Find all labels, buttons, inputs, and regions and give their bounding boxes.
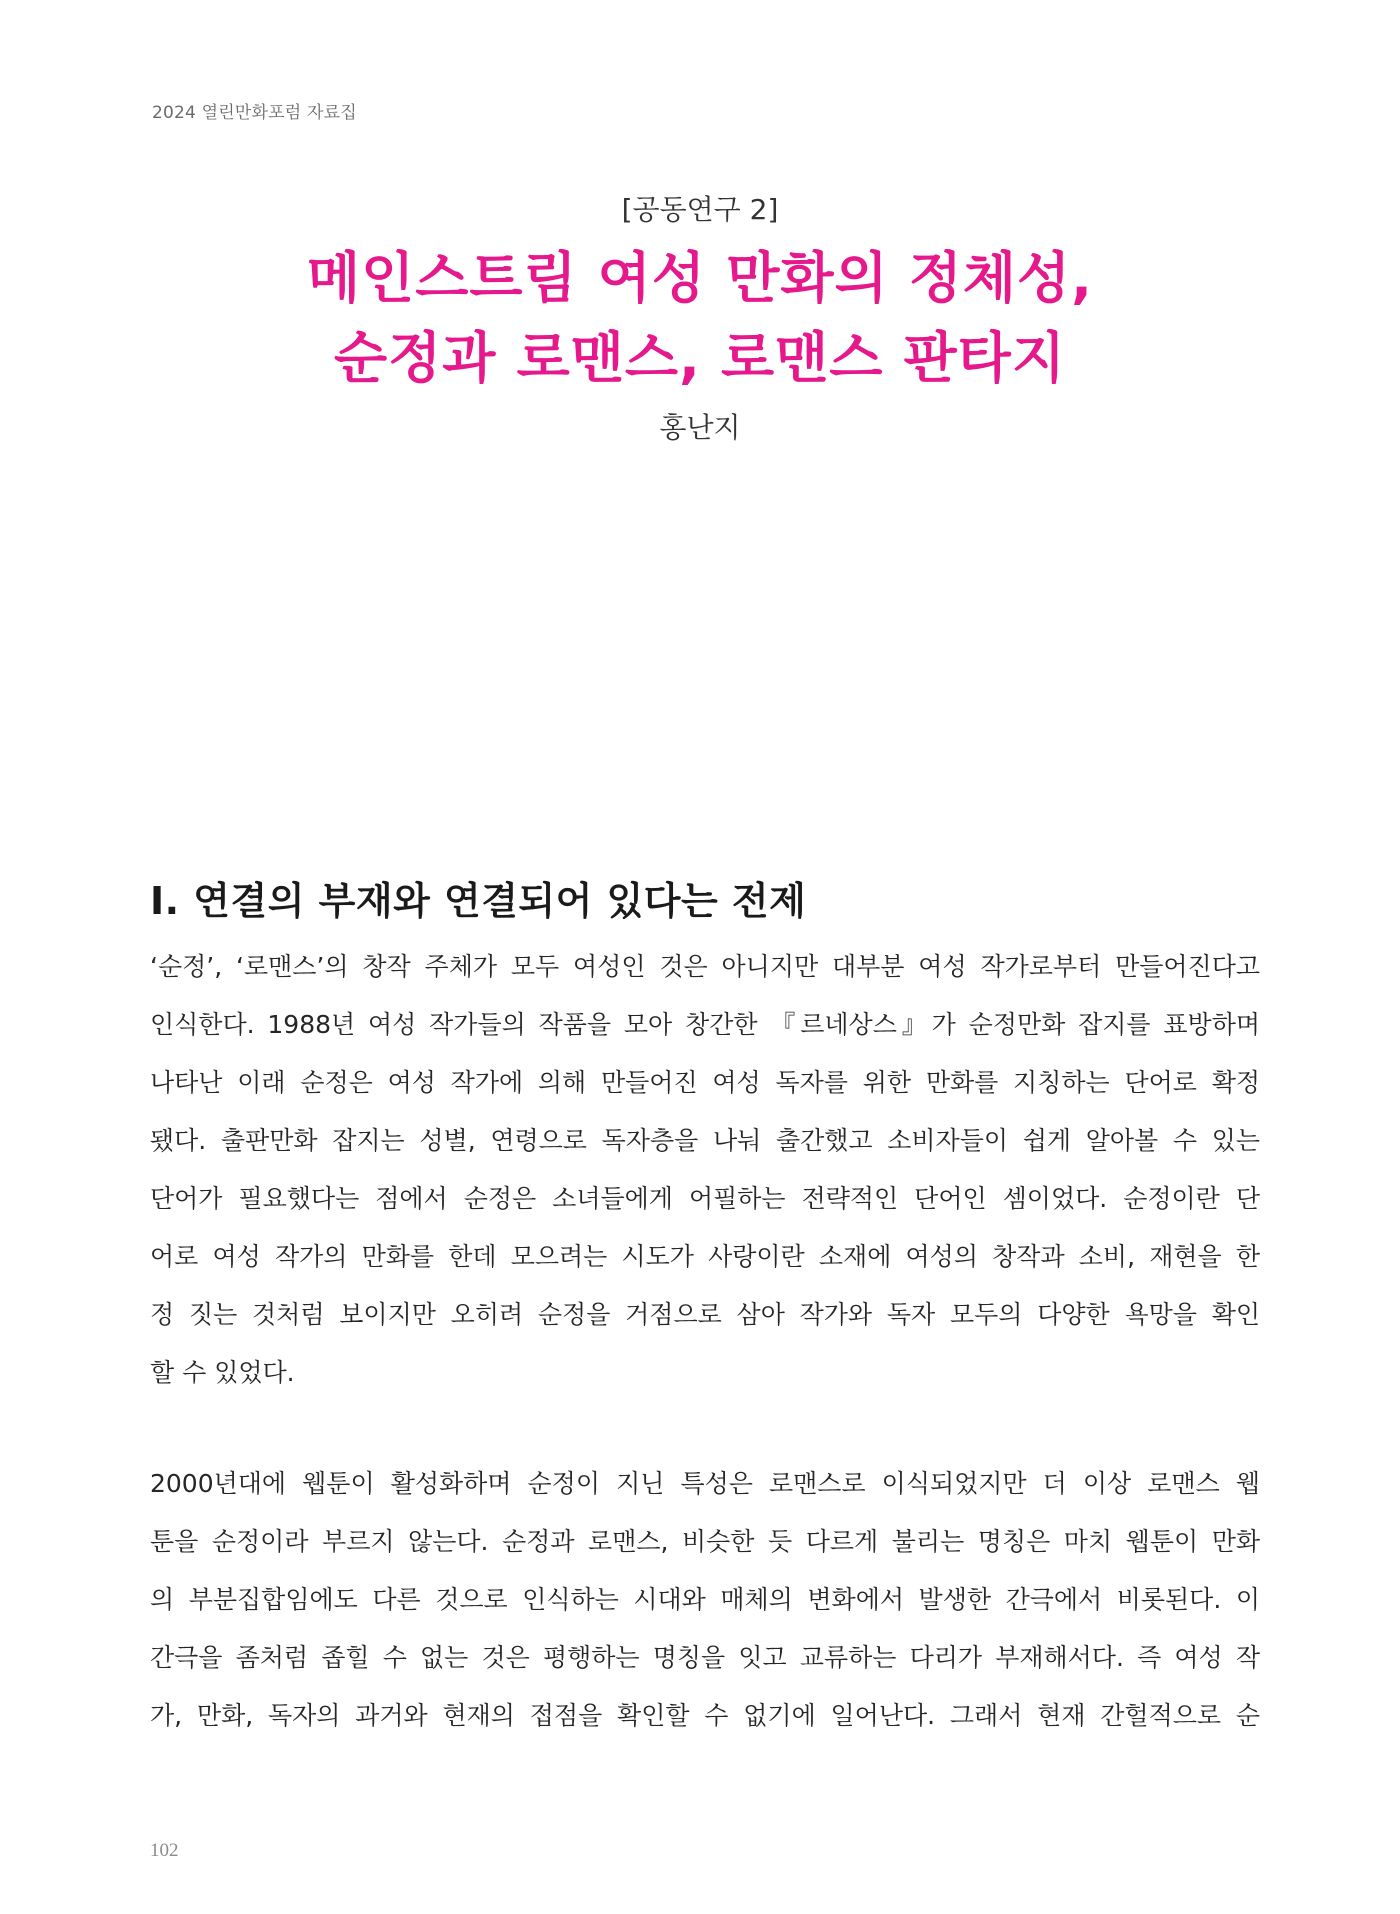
series-label: [공동연구 2] (621, 193, 779, 226)
paragraph-2 (150, 1455, 1260, 1745)
paragraph-line: ‘순정’, ‘로맨스’의 창작 주체가 모두 여성인 것은 아니지만 대부분 여성 작가로부터 만들어진다고 (150, 952, 1260, 981)
paragraph-line: 인식한다. 1988년 여성 작가들의 작품을 모아 창간한 『르네상스』가 순정만화 잡지를 표방하며 (150, 1010, 1260, 1039)
paragraph-line: 할 수 있었다. (150, 1358, 295, 1387)
paragraph-line: 간극을 좀처럼 좁힐 수 없는 것은 평행하는 명칭을 잇고 교류하는 다리가 부재해서다. 즉 여성 작 (150, 1643, 1260, 1672)
paragraph-1 (150, 938, 1260, 1402)
paragraph-line: 됐다. 출판만화 잡지는 성별, 연령으로 독자층을 나눠 출간했고 소비자들이 쉽게 알아볼 수 있는 (150, 1126, 1260, 1155)
paragraph-line: 정 짓는 것처럼 보이지만 오히려 순정을 거점으로 삼아 작가와 독자 모두의 다양한 욕망을 확인 (150, 1300, 1260, 1329)
page-number: 102 (150, 1840, 179, 1861)
paragraph-line: 툰을 순정이라 부르지 않는다. 순정과 로맨스, 비슷한 듯 다르게 불리는 명칭은 마치 웹툰이 만화 (150, 1527, 1260, 1556)
paragraph-line: 가, 만화, 독자의 과거와 현재의 접점을 확인할 수 없기에 일어난다. 그래서 현재 간헐적으로 순 (150, 1701, 1260, 1730)
paragraph-line: 어로 여성 작가의 만화를 한데 모으려는 시도가 사랑이란 소재에 여성의 창작과 소비, 재현을 한 (150, 1242, 1260, 1271)
page-title (0, 238, 1400, 398)
title-line-2: 순정과 로맨스, 로맨스 판타지 (334, 326, 1066, 390)
paragraph-line: 단어가 필요했다는 점에서 순정은 소녀들에게 어필하는 전략적인 단어인 셈이었다. 순정이란 단 (150, 1184, 1260, 1213)
paragraph-line: 의 부분집합임에도 다른 것으로 인식하는 시대와 매체의 변화에서 발생한 간극에서 비롯된다. 이 (150, 1585, 1260, 1614)
title-line-1: 메인스트림 여성 만화의 정체성, (306, 246, 1094, 310)
paragraph-line: 2000년대에 웹툰이 활성화하며 순정이 지닌 특성은 로맨스로 이식되었지만 더 이상 로맨스 웹 (150, 1469, 1260, 1498)
running-header: 2024 열린만화포럼 자료집 (152, 103, 357, 123)
section-heading: Ⅰ. 연결의 부재와 연결되어 있다는 전제 (150, 879, 807, 923)
paragraph-line: 나타난 이래 순정은 여성 작가에 의해 만들어진 여성 독자를 위한 만화를 지칭하는 단어로 확정 (150, 1068, 1260, 1097)
author-name: 홍난지 (659, 411, 741, 444)
title-block (0, 190, 1400, 450)
